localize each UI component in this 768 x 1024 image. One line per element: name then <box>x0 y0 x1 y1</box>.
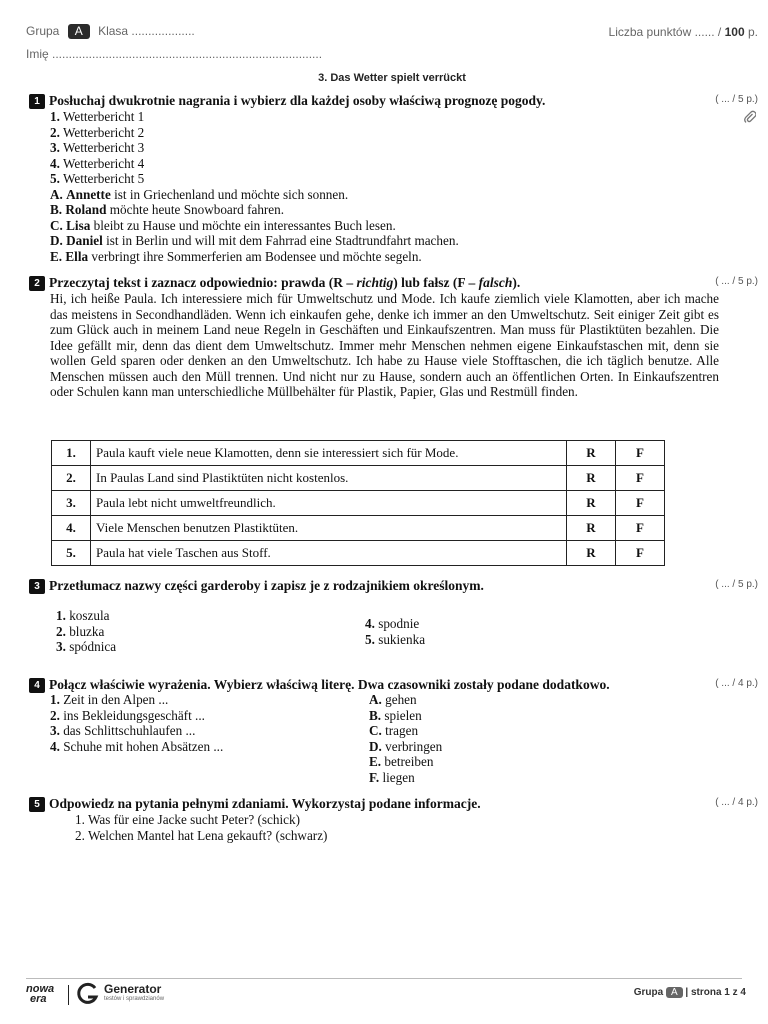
statement: Paula hat viele Taschen aus Stoff. <box>91 541 567 566</box>
nowa-era-logo: nowa era <box>26 983 55 1005</box>
list-item: 1. koszula <box>56 608 110 623</box>
reading-text: Hi, ich heiße Paula. Ich interessiere mich für Umweltschutz und Mode. Ich kaufe ziemlich viele Klamotten, aber ich mache das meistens in Secondhandläden. Wenn ich einkaufen gehe, denke ich immer an den Umweltschutz. Seit einiger Zeit gibt es zum Glück auch in meinem Land neue Regeln in Geschäften und Einkaufszentren. Man muss für Plastiktüten bezahlen. Die Idee gefällt mir, denn das dient dem Umweltschutz. Immer mehr Menschen nehmen eigene Einkaufstaschen mit, denn sie wollen Geld sparen oder denken an den Umweltschutz. Ich habe zu Hause viele Stofftaschen, die ich täglich benutze. Alle Menschen müssen auch den Müll trennen. Und nicht nur zu Hause, sondern auch an öffentlichen Orten. In Einkaufszentren oder Schulen kann man unterschiedliche Müllbehälter für Plastik, Papier, Glas und Restmüll finden. <box>50 291 719 399</box>
task-number: 5 <box>29 797 45 812</box>
question-item: 2. Welchen Mantel hat Lena gekauft? (schwarz) <box>75 827 328 843</box>
name-line <box>26 47 322 61</box>
generator-logo: Generator testów i sprawdzianów <box>76 982 100 1011</box>
logo-separator <box>68 985 69 1005</box>
task1-persons <box>50 187 719 265</box>
table-row <box>52 491 665 516</box>
generator-g-icon <box>76 982 100 1006</box>
footer-page-info: Grupa A | strona 1 z 4 <box>633 987 746 998</box>
task3-left-list <box>56 608 116 655</box>
class-label: Klasa ................... <box>98 24 195 38</box>
row-number: 4. <box>52 516 91 541</box>
task4-right-list <box>369 692 442 785</box>
row-number: 5. <box>52 541 91 566</box>
page-title: 3. Das Wetter spielt verrückt <box>318 72 466 84</box>
true-option[interactable]: R <box>567 516 616 541</box>
table-row <box>52 441 665 466</box>
statement: Viele Menschen benutzen Plastiktüten. <box>91 516 567 541</box>
list-item: 3. das Schlittschuhlaufen ... <box>50 723 196 738</box>
task-number: 2 <box>29 276 45 291</box>
footer-divider <box>26 978 742 979</box>
task-4 <box>29 677 719 693</box>
list-item: C. Lisa bleibt zu Hause und möchte ein interessantes Buch lesen. <box>50 217 396 233</box>
task-instruction: Odpowiedz na pytania pełnymi zdaniami. Wykorzystaj podane informacje. <box>49 796 481 811</box>
false-option[interactable]: F <box>616 466 665 491</box>
group-label: Grupa <box>26 24 60 38</box>
task-2: 2 Przeczytaj tekst i zaznacz odpowiednio: prawda (R – richtig) lub fałsz (F – falsch). Hi, ich heiße Paula. Ich interessiere mich für Umweltschutz und Mode. Ich kaufe ziemlich viele Klamotten, aber ich mache das meistens in Secondhandläden. Wenn ich einkaufen gehe, denke ich immer an den Umweltschutz. Seit einiger Zeit gibt es zum Glück auch in meinem Land neue Regeln in Geschäften und Einkaufszentren. Man muss für Plastiktüten bezahlen. Die Idee gefällt mir, denn das dient dem Umweltschutz. Immer mehr Menschen nehmen eigene Einkaufstaschen mit, denn sie wollen Geld sparen oder denken an den Umweltschutz. Ich habe zu Hause viele Stofftaschen, die ich täglich benutze. Alle Menschen müssen auch den Müll trennen. Und nicht nur zu Hause, sondern auch an öffentlichen Orten. In Einkaufszentren oder Schulen kann man unterschiedliche Müllbehälter für Plastik, Papier, Glas und Restmüll finden. <box>29 275 719 400</box>
list-item: 2. Wetterbericht 2 <box>50 124 145 140</box>
table-row <box>52 541 665 566</box>
list-item: 4. Wetterbericht 4 <box>50 155 145 171</box>
list-item: 4. spodnie <box>365 616 420 631</box>
list-item: 1. Wetterbericht 1 <box>50 109 145 124</box>
row-number: 3. <box>52 491 91 516</box>
list-item: 5. Wetterbericht 5 <box>50 171 145 186</box>
list-item: 3. spódnica <box>56 639 117 654</box>
task3-right-list <box>365 616 425 647</box>
page-number: | strona 1 z 4 <box>685 987 746 998</box>
list-item: 4. Schuhe mit hohen Absätzen ... <box>50 738 224 754</box>
task-5 <box>29 796 719 812</box>
true-option[interactable]: R <box>567 541 616 566</box>
name-label: Imię ................................................................................. <box>26 47 323 61</box>
false-option[interactable]: F <box>616 516 665 541</box>
table-row <box>52 466 665 491</box>
statement: Paula lebt nicht umweltfreundlich. <box>91 491 567 516</box>
question-item: 1. Was für eine Jacke sucht Peter? (schick) <box>75 812 300 827</box>
footer-group-badge: A <box>666 987 683 998</box>
true-option[interactable]: R <box>567 466 616 491</box>
list-item: 2. bluzka <box>56 623 105 639</box>
audio-attachment-icon[interactable] <box>744 110 756 124</box>
task-1 <box>29 93 719 264</box>
list-item: A. gehen <box>369 692 417 707</box>
task4-left-list <box>50 692 223 754</box>
group-badge: A <box>68 24 90 39</box>
list-item: B. Roland möchte heute Snowboard fahren. <box>50 202 285 217</box>
task1-points: ( ... / 5 p.) <box>715 94 758 105</box>
list-item: 3. Wetterbericht 3 <box>50 140 145 155</box>
statement: Paula kauft viele neue Klamotten, denn sie interessiert sich für Mode. <box>91 441 567 466</box>
table-row <box>52 516 665 541</box>
task2-points: ( ... / 5 p.) <box>715 276 758 287</box>
task-instruction: Połącz właściwie wyrażenia. Wybierz właściwą literę. Dwa czasowniki zostały podane dodatkowo. <box>49 677 610 692</box>
row-number: 2. <box>52 466 91 491</box>
list-item: 5. sukienka <box>365 631 426 647</box>
list-item: D. verbringen <box>369 738 443 754</box>
statement: In Paulas Land sind Plastiktüten nicht kostenlos. <box>91 466 567 491</box>
list-item: D. Daniel ist in Berlin und will mit dem Fahrrad eine Stadtrundfahrt machen. <box>50 233 459 248</box>
list-item: 1. Zeit in den Alpen ... <box>50 692 169 707</box>
task5-points: ( ... / 4 p.) <box>715 797 758 808</box>
false-option[interactable]: F <box>616 541 665 566</box>
list-item: A. Annette ist in Griechenland und möchte sich sonnen. <box>50 186 349 202</box>
list-item: E. betreiben <box>369 754 434 769</box>
false-option[interactable]: F <box>616 491 665 516</box>
points-max: 100 <box>724 25 745 39</box>
task-instruction: Przetłumacz nazwy części garderoby i zapisz je z rodzajnikiem określonym. <box>49 578 484 593</box>
task-number: 3 <box>29 579 45 594</box>
task-number: 1 <box>29 94 45 109</box>
list-item: E. Ella verbringt ihre Sommerferien am Bodensee und möchte segeln. <box>50 248 422 264</box>
task1-items <box>50 109 719 187</box>
task3-points: ( ... / 5 p.) <box>715 579 758 590</box>
true-option[interactable]: R <box>567 441 616 466</box>
group-class-line <box>26 24 195 39</box>
task-3 <box>29 578 719 594</box>
task5-questions <box>75 812 327 843</box>
false-option[interactable]: F <box>616 441 665 466</box>
list-item: F. liegen <box>369 769 415 785</box>
true-false-table <box>51 440 665 566</box>
task-number: 4 <box>29 678 45 693</box>
task4-points: ( ... / 4 p.) <box>715 678 758 689</box>
list-item: 2. ins Bekleidungsgeschäft ... <box>50 707 205 723</box>
list-item: C. tragen <box>369 723 419 738</box>
list-item: B. spielen <box>369 707 422 723</box>
task-instruction: Posłuchaj dwukrotnie nagrania i wybierz dla każdej osoby właściwą prognozę pogody. <box>49 93 546 108</box>
true-option[interactable]: R <box>567 491 616 516</box>
total-points: Liczba punktów ...... / 100 p. <box>608 25 758 39</box>
row-number: 1. <box>52 441 91 466</box>
